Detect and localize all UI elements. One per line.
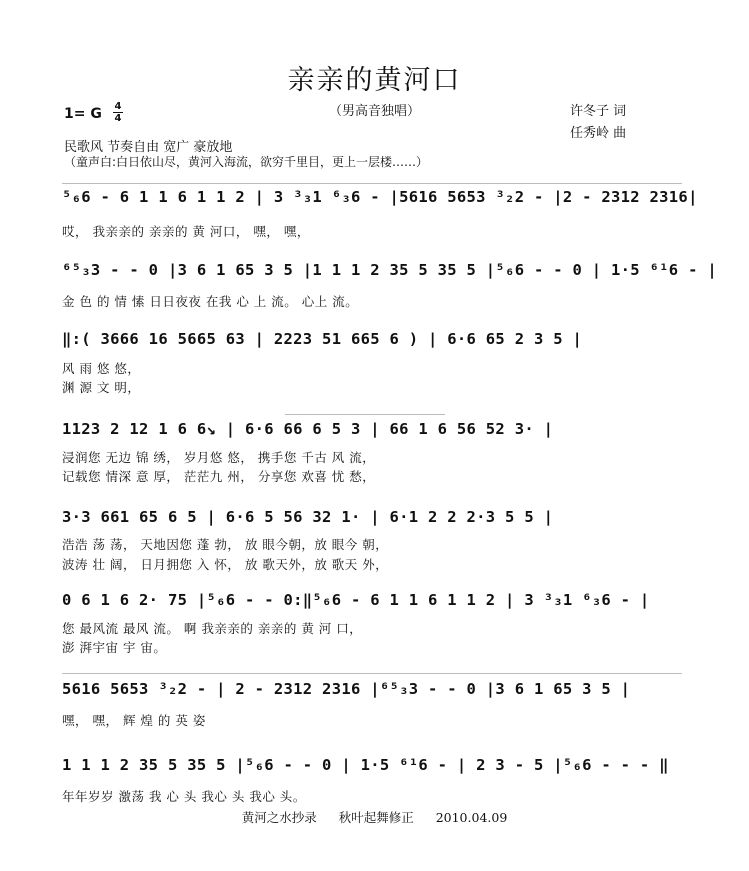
lyric-line-4a: 浸润您 无边 锦 绣， 岁月悠 悠， 携手您 千古 风 流， bbox=[62, 450, 376, 465]
notation-system-2: ⁶⁵₃3 - - 0 |3 6 1 65 3 5 |1 1 1 2 35 5 35 5 |⁵₆6 - - 0 | 1·5 ⁶¹6 - | bbox=[62, 261, 717, 279]
lyric-line-3b: 渊 源 文 明， bbox=[62, 380, 141, 395]
lyric-line-3a: 风 雨 悠 悠， bbox=[62, 361, 141, 376]
notation-system-3: ‖:( 3666 16 5665 63 | 2223 51 665 6 ) | 6·6 65 2 3 5 | bbox=[62, 330, 583, 348]
lyric-line-1: 哎， 我亲亲的 亲亲的 黄 河口， 嘿， 嘿， bbox=[62, 224, 310, 239]
time-signature bbox=[112, 101, 124, 124]
lyric-line-7: 嘿， 嘿， 辉 煌 的 英 姿 bbox=[62, 713, 206, 728]
lyric-line-5a: 浩浩 荡 荡， 天地因您 蓬 勃， 放 眼今朝，放 眼今 朝， bbox=[62, 537, 389, 552]
song-subtitle: （男高音独唱） bbox=[328, 104, 420, 119]
footer bbox=[0, 808, 749, 826]
time-signature-bottom: 4 bbox=[114, 113, 122, 124]
notation-system-7: 5616 5653 ³₂2 - | 2 - 2312 2316 |⁶⁵₃3 - - 0 |3 6 1 65 3 5 | bbox=[62, 680, 631, 698]
footer-source: 黄河之水抄录 bbox=[241, 810, 317, 825]
slur-line bbox=[62, 673, 682, 674]
footer-editor: 秋叶起舞修正 bbox=[338, 810, 414, 825]
lyric-line-5b: 波涛 壮 阔， 日月拥您 入 怀， 放 歌天外，放 歌天 外， bbox=[62, 557, 389, 572]
song-title: 亲亲的黄河口 bbox=[287, 65, 462, 96]
slur-line bbox=[62, 183, 682, 184]
notation-system-5: 3·3 661 65 6 5 | 6·6 5 56 32 1· | 6·1 2 2 2·3 5 5 | bbox=[62, 508, 554, 526]
prelude-text: （童声白:白日依山尽，黄河入海流，欲穷千里目，更上一层楼……） bbox=[64, 155, 429, 169]
slur-line bbox=[285, 414, 445, 415]
footer-date: 2010.04.09 bbox=[435, 810, 508, 825]
notation-system-8: 1 1 1 2 35 5 35 5 |⁵₆6 - - 0 | 1·5 ⁶¹6 - | 2 3 - 5 |⁵₆6 - - - ‖ bbox=[62, 756, 669, 774]
time-signature-top: 4 bbox=[114, 101, 122, 112]
lyric-line-8: 年年岁岁 激荡 我 心 头 我心 头 我心 头。 bbox=[62, 789, 306, 804]
notation-system-4: 1123 2 12 1 6 6↘ | 6·6 66 6 5 3 | 66 1 6 56 52 3· | bbox=[62, 420, 554, 438]
lyric-line-6a: 您 最风流 最风 流。 啊 我亲亲的 亲亲的 黄 河 口， bbox=[62, 621, 363, 636]
lyricist-credit: 许冬子 词 bbox=[570, 104, 627, 119]
lyric-line-2: 金 色 的 情 愫 日日夜夜 在我 心 上 流。 心上 流。 bbox=[62, 294, 359, 309]
lyric-line-4b: 记载您 情深 意 厚， 茫茫九 州， 分享您 欢喜 忧 愁， bbox=[62, 469, 376, 484]
performance-style: 民歌风 节奏自由 宽广 豪放地 bbox=[64, 140, 233, 155]
notation-system-6: 0 6 1 6 2· 75 |⁵₆6 - - 0:‖⁵₆6 - 6 1 1 6 1 1 2 | 3 ³₃1 ⁶₃6 - | bbox=[62, 591, 650, 609]
key-signature: 1= G bbox=[64, 106, 102, 122]
notation-system-1: ⁵₆6 - 6 1 1 6 1 1 2 | 3 ³₃1 ⁶₃6 - |5616 5653 ³₂2 - |2 - 2312 2316| bbox=[62, 188, 698, 206]
composer-credit: 任秀岭 曲 bbox=[570, 126, 627, 141]
lyric-line-6b: 澎 湃宇宙 宇 宙。 bbox=[62, 640, 167, 655]
